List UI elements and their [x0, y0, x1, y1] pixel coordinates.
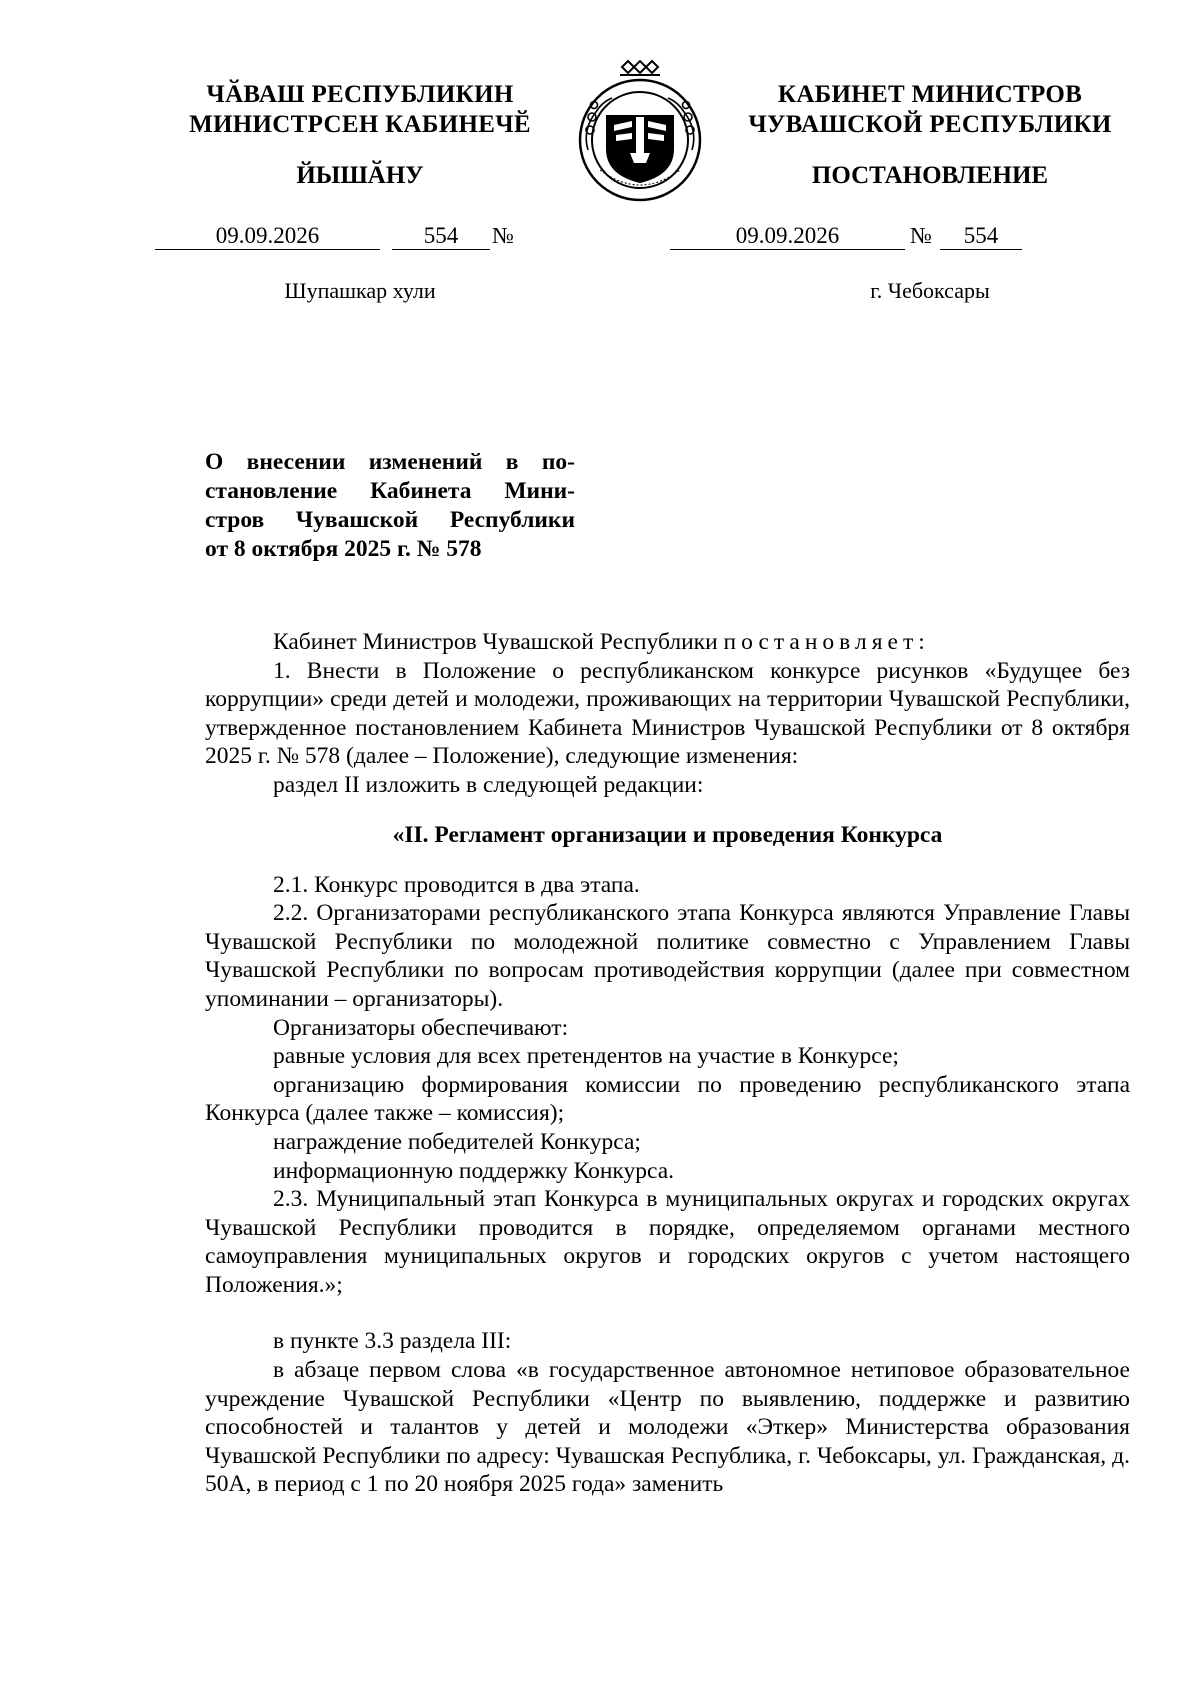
place-left: Шупашкар хули	[284, 278, 436, 303]
subject-line-3: стров Чувашской Республики	[205, 507, 575, 533]
paragraph-gap	[205, 1299, 1130, 1327]
preamble-text: Кабинет Министров Чувашской Республики	[273, 629, 724, 655]
paragraph-2-3: 2.3. Муниципальный этап Конкурса в муниципальных округах и городских округах Чувашской Республики проводится в порядке, определяемом органами местного самоуправления муниципальных округов и городских округов с учетом настоящего Положения.»;	[205, 1186, 1130, 1298]
header-right-title	[720, 80, 1140, 140]
paragraph-2: раздел II изложить в следующей редакции:	[273, 771, 704, 798]
paragraph-3-3: в пункте 3.3 раздела III:	[273, 1328, 512, 1355]
document-body	[205, 628, 1130, 1499]
list-item: информационную поддержку Конкурса.	[273, 1157, 675, 1184]
subject-line-2: становление Кабинета Мини-	[205, 478, 575, 504]
doc-type-left: ЙЫШӐНУ	[296, 162, 424, 189]
reg-number-sign-right: №	[910, 223, 932, 248]
reg-date-left: 09.09.2026	[155, 222, 380, 250]
paragraph-first-abzac: в абзаце первом слова «в государственное автономное нетиповое образовательное учреждение Чувашской Республики «Центр по выявлению, поддержке и развитию способностей и талантов у детей и молодежи «Эткер» Министерства образования Чувашской Республики по адресу: Чувашская Республика, г. Чебоксары, ул. Гражданская, д. 50А, в период с 1 по 20 ноября 2025 года» заменить	[205, 1357, 1130, 1498]
reg-number-right: 554	[940, 222, 1022, 250]
header-left-title	[155, 80, 565, 140]
list-item: равные условия для всех претендентов на участие в Конкурсе;	[273, 1043, 899, 1070]
reg-number-sign-left: №	[492, 223, 514, 248]
subject-line-1: О внесении изменений в по-	[205, 449, 575, 475]
header-left-line1: ЧӐВАШ РЕСПУБЛИКИН	[206, 81, 514, 108]
doc-type-right: ПОСТАНОВЛЕНИЕ	[811, 162, 1049, 189]
paragraph-organizers: Организаторы обеспечивают:	[273, 1014, 569, 1041]
paragraph-2-1: 2.1. Конкурс проводится в два этапа.	[273, 871, 640, 898]
section-title: «II. Регламент организации и проведения Конкурса	[392, 821, 943, 848]
list-item: организацию формирования комиссии по проведению республиканского этапа Конкурса (далее также – комиссия);	[205, 1071, 1130, 1127]
header-right-line1: КАБИНЕТ МИНИСТРОВ	[777, 81, 1083, 108]
subject-line-4: от 8 октября 2025 г. № 578	[205, 536, 482, 562]
document-subject	[205, 448, 575, 564]
list-item: награждение победителей Конкурса;	[273, 1128, 641, 1155]
paragraph-2-2: 2.2. Организаторами республиканского этапа Конкурса являются Управление Главы Чувашской Республики по молодежной политике совместно с Управлением Главы Чувашской Республики по вопросам противодействия коррупции (далее при совместном упоминании – организаторы).	[205, 900, 1130, 1012]
reg-number-left: 554	[392, 222, 490, 250]
paragraph-1: 1. Внести в Положение о республиканском конкурсе рисунков «Будущее без коррупции» среди детей и молодежи, проживающих на территории Чувашской Республики, утвержденное постановлением Кабинета Министров Чувашской Республики от 8 октября 2025 г. № 578 (далее – Положение), следующие изменения:	[205, 657, 1130, 770]
header-right-line2: ЧУВАШСКОЙ РЕСПУБЛИКИ	[748, 111, 1112, 138]
header-left-line2: МИНИСТРСЕН КАБИНЕЧӖ	[189, 111, 531, 138]
preamble	[205, 628, 1130, 657]
place-right: г. Чебоксары	[870, 278, 990, 303]
preamble-resolves: постановляет:	[723, 629, 930, 655]
chuvash-coat-of-arms-icon	[570, 55, 710, 205]
reg-date-right: 09.09.2026	[670, 222, 905, 250]
